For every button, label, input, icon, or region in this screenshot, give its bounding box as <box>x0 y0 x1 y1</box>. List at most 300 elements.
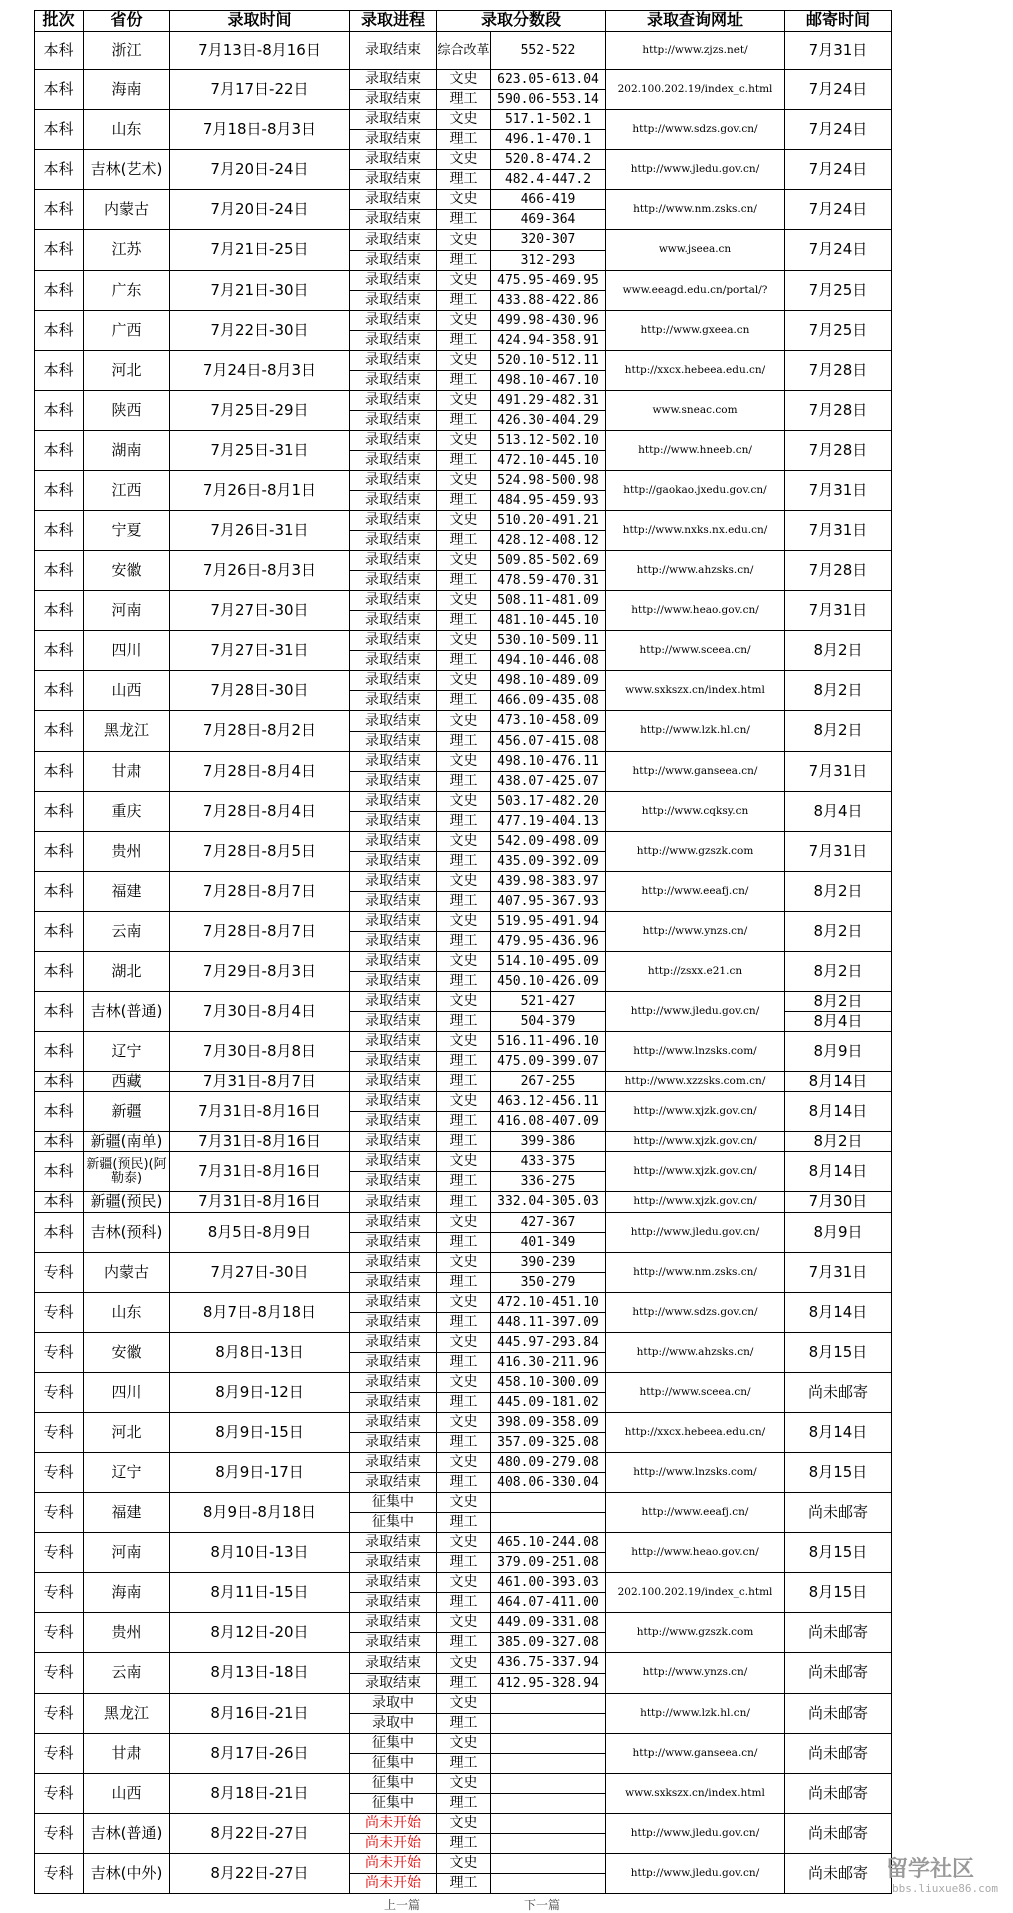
track-cell: 理工 <box>437 90 491 110</box>
status-cell: 录取结束 <box>350 1373 437 1393</box>
province-cell: 甘肃 <box>84 752 170 792</box>
mail-date-cell: 8月14日 <box>785 1413 892 1453</box>
status-cell: 征集中 <box>350 1734 437 1754</box>
mail-date-cell: 7月31日 <box>785 591 892 631</box>
status-cell: 录取结束 <box>350 1413 437 1433</box>
mail-date-cell: 7月24日 <box>785 190 892 230</box>
score-cell: 336-275 <box>491 1172 606 1192</box>
score-cell: 449.09-331.08 <box>491 1613 606 1633</box>
batch-cell: 本科 <box>34 271 84 311</box>
score-cell: 514.10-495.09 <box>491 952 606 972</box>
status-cell: 录取结束 <box>350 1353 437 1373</box>
track-cell: 文史 <box>437 752 491 772</box>
score-cell: 508.11-481.09 <box>491 591 606 611</box>
score-cell: 472.10-445.10 <box>491 451 606 471</box>
query-url-link[interactable]: http://xxcx.hebeea.edu.cn/ <box>606 351 785 391</box>
mail-date-cell: 尚未邮寄 <box>785 1854 892 1894</box>
track-cell: 文史 <box>437 1373 491 1393</box>
track-cell: 文史 <box>437 832 491 852</box>
province-cell: 河北 <box>84 351 170 391</box>
batch-cell: 本科 <box>34 150 84 190</box>
status-cell: 录取结束 <box>350 1132 437 1152</box>
time-cell: 7月30日-8月8日 <box>170 1032 350 1072</box>
status-cell: 录取结束 <box>350 271 437 291</box>
time-cell: 8月13日-18日 <box>170 1653 350 1694</box>
query-url-link[interactable]: http://zsxx.e21.cn <box>606 952 785 992</box>
time-cell: 7月26日-31日 <box>170 511 350 551</box>
track-cell: 文史 <box>437 271 491 291</box>
track-cell: 理工 <box>437 1674 491 1694</box>
track-cell: 文史 <box>437 1653 491 1674</box>
province-cell: 山西 <box>84 671 170 711</box>
track-cell: 理工 <box>437 411 491 431</box>
query-url-link[interactable]: http://www.heao.gov.cn/ <box>606 1533 785 1573</box>
status-cell: 录取结束 <box>350 170 437 190</box>
batch-cell: 本科 <box>34 1132 84 1152</box>
query-url-link[interactable]: http://gaokao.jxedu.gov.cn/ <box>606 471 785 511</box>
query-url-link[interactable]: http://www.ganseea.cn/ <box>606 752 785 792</box>
time-cell: 7月28日-8月4日 <box>170 792 350 832</box>
mail-date-cell: 尚未邮寄 <box>785 1694 892 1734</box>
score-cell: 390-239 <box>491 1253 606 1273</box>
track-cell: 文史 <box>437 70 491 90</box>
score-cell: 499.98-430.96 <box>491 311 606 331</box>
province-cell: 云南 <box>84 1653 170 1694</box>
query-url-link[interactable]: 202.100.202.19/index_c.html <box>606 70 785 110</box>
score-cell: 435.09-392.09 <box>491 852 606 872</box>
mail-date-cell: 7月31日 <box>785 752 892 792</box>
track-cell: 文史 <box>437 511 491 531</box>
mail-date-cell: 7月30日 <box>785 1192 892 1213</box>
query-url-link[interactable]: http://www.gzszk.com <box>606 1613 785 1653</box>
time-cell: 7月25日-31日 <box>170 431 350 471</box>
query-url-link[interactable]: www.sneac.com <box>606 391 785 431</box>
query-url-link[interactable]: http://www.xjzk.gov.cn/ <box>606 1092 785 1132</box>
score-cell: 472.10-451.10 <box>491 1293 606 1313</box>
query-url-link[interactable]: http://www.jledu.gov.cn/ <box>606 1213 785 1253</box>
province-cell: 吉林(艺术) <box>84 150 170 190</box>
mail-date-cell: 7月24日 <box>785 110 892 150</box>
mail-date-cell: 8月15日 <box>785 1453 892 1493</box>
track-cell: 文史 <box>437 1533 491 1553</box>
province-cell: 山西 <box>84 1774 170 1814</box>
time-cell: 7月28日-8月4日 <box>170 752 350 792</box>
status-cell: 录取结束 <box>350 1433 437 1453</box>
query-url-link[interactable]: http://www.nm.zsks.cn/ <box>606 190 785 230</box>
track-cell: 理工 <box>437 1132 491 1152</box>
header-time: 录取时间 <box>170 10 350 32</box>
score-cell: 433-375 <box>491 1152 606 1172</box>
batch-cell: 本科 <box>34 110 84 150</box>
province-cell: 黑龙江 <box>84 711 170 752</box>
query-url-link[interactable]: http://www.xzzsks.com.cn/ <box>606 1072 785 1092</box>
header-score: 录取分数段 <box>437 10 606 32</box>
status-cell: 征集中 <box>350 1493 437 1513</box>
province-cell: 贵州 <box>84 1613 170 1653</box>
track-cell: 文史 <box>437 1573 491 1593</box>
track-cell: 理工 <box>437 170 491 190</box>
mail-date-cell: 7月31日 <box>785 1253 892 1293</box>
header-url: 录取查询网址 <box>606 10 785 32</box>
time-cell: 8月22日-27日 <box>170 1814 350 1854</box>
province-cell: 江西 <box>84 471 170 511</box>
query-url-link[interactable]: http://www.jledu.gov.cn/ <box>606 992 785 1032</box>
status-cell: 录取结束 <box>350 852 437 872</box>
track-cell: 文史 <box>437 1253 491 1273</box>
status-cell: 录取结束 <box>350 1453 437 1473</box>
track-cell: 文史 <box>437 1774 491 1794</box>
query-url-link[interactable]: 202.100.202.19/index_c.html <box>606 1573 785 1613</box>
status-cell: 录取结束 <box>350 1593 437 1613</box>
mail-date-cell: 7月31日 <box>785 32 892 70</box>
track-cell: 理工 <box>437 210 491 230</box>
mail-date-cell: 8月2日 <box>785 711 892 752</box>
time-cell: 7月28日-8月7日 <box>170 872 350 912</box>
status-cell: 录取结束 <box>350 1172 437 1192</box>
score-cell <box>491 1834 606 1854</box>
score-cell: 494.10-446.08 <box>491 651 606 671</box>
query-url-link[interactable]: http://www.sceea.cn/ <box>606 631 785 671</box>
batch-cell: 本科 <box>34 431 84 471</box>
time-cell: 7月27日-30日 <box>170 1253 350 1293</box>
status-cell: 录取结束 <box>350 331 437 351</box>
mail-date-cell: 8月2日 <box>785 1132 892 1152</box>
query-url-link[interactable]: http://www.lnzsks.com/ <box>606 1453 785 1493</box>
pagination <box>34 1898 892 1912</box>
query-url-link[interactable]: http://www.nm.zsks.cn/ <box>606 1253 785 1293</box>
query-url-link[interactable]: http://www.heao.gov.cn/ <box>606 591 785 631</box>
score-cell: 320-307 <box>491 230 606 251</box>
status-cell: 录取结束 <box>350 210 437 230</box>
query-url-link[interactable]: http://www.ahzsks.cn/ <box>606 551 785 591</box>
query-url-link[interactable]: http://www.eeafj.cn/ <box>606 872 785 912</box>
score-cell: 458.10-300.09 <box>491 1373 606 1393</box>
query-url-link[interactable]: http://www.jledu.gov.cn/ <box>606 150 785 190</box>
track-cell: 理工 <box>437 1714 491 1734</box>
mail-date-cell: 8月4日 <box>785 792 892 832</box>
score-cell: 480.09-279.08 <box>491 1453 606 1473</box>
track-cell: 理工 <box>437 1192 491 1213</box>
track-cell: 理工 <box>437 772 491 792</box>
status-cell: 录取结束 <box>350 190 437 210</box>
time-cell: 7月24日-8月3日 <box>170 351 350 391</box>
query-url-link[interactable]: www.jseea.cn <box>606 230 785 271</box>
status-cell: 录取结束 <box>350 832 437 852</box>
track-cell: 理工 <box>437 1794 491 1814</box>
track-cell: 理工 <box>437 691 491 711</box>
status-cell: 征集中 <box>350 1754 437 1774</box>
track-cell: 文史 <box>437 1493 491 1513</box>
query-url-link[interactable]: http://www.hneeb.cn/ <box>606 431 785 471</box>
score-cell: 407.95-367.93 <box>491 892 606 912</box>
province-cell: 福建 <box>84 872 170 912</box>
province-cell: 重庆 <box>84 792 170 832</box>
status-cell: 录取结束 <box>350 230 437 251</box>
batch-cell: 本科 <box>34 952 84 992</box>
next-link[interactable]: 下一篇 <box>524 1898 561 1912</box>
batch-cell: 专科 <box>34 1253 84 1293</box>
batch-cell: 本科 <box>34 1032 84 1072</box>
query-url-link[interactable]: http://xxcx.hebeea.edu.cn/ <box>606 1413 785 1453</box>
track-cell: 文史 <box>437 1854 491 1874</box>
query-url-link[interactable]: http://www.lnzsks.com/ <box>606 1032 785 1072</box>
status-cell: 录取结束 <box>350 651 437 671</box>
province-cell: 吉林(预科) <box>84 1213 170 1253</box>
track-cell: 理工 <box>437 1553 491 1573</box>
score-cell: 450.10-426.09 <box>491 972 606 992</box>
status-cell: 录取结束 <box>350 772 437 792</box>
score-cell: 484.95-459.93 <box>491 491 606 511</box>
score-cell: 433.88-422.86 <box>491 291 606 311</box>
mail-date-cell: 8月9日 <box>785 1032 892 1072</box>
time-cell: 7月21日-30日 <box>170 271 350 311</box>
time-cell: 8月9日-12日 <box>170 1373 350 1413</box>
batch-cell: 本科 <box>34 752 84 792</box>
province-cell: 内蒙古 <box>84 1253 170 1293</box>
score-cell: 520.10-512.11 <box>491 351 606 371</box>
query-url-link[interactable]: http://www.sdzs.gov.cn/ <box>606 110 785 150</box>
score-cell: 524.98-500.98 <box>491 471 606 491</box>
query-url-link[interactable]: http://www.gxeea.cn <box>606 311 785 351</box>
query-url-link[interactable]: http://www.jledu.gov.cn/ <box>606 1814 785 1854</box>
query-url-link[interactable]: http://www.nxks.nx.edu.cn/ <box>606 511 785 551</box>
track-cell: 理工 <box>437 1593 491 1613</box>
score-cell: 479.95-436.96 <box>491 932 606 952</box>
status-cell: 录取结束 <box>350 611 437 631</box>
track-cell: 文史 <box>437 1213 491 1233</box>
status-cell: 录取结束 <box>350 1012 437 1032</box>
time-cell: 7月27日-30日 <box>170 591 350 631</box>
status-cell: 录取结束 <box>350 732 437 752</box>
score-cell: 464.07-411.00 <box>491 1593 606 1613</box>
score-cell: 513.12-502.10 <box>491 431 606 451</box>
track-cell: 理工 <box>437 371 491 391</box>
status-cell: 尚未开始 <box>350 1874 437 1894</box>
score-cell: 428.12-408.12 <box>491 531 606 551</box>
status-cell: 录取结束 <box>350 1032 437 1052</box>
status-cell: 尚未开始 <box>350 1834 437 1854</box>
score-cell <box>491 1493 606 1513</box>
mail-date-cell: 8月9日 <box>785 1213 892 1253</box>
query-url-link[interactable]: http://www.lzk.hl.cn/ <box>606 711 785 752</box>
track-cell: 理工 <box>437 1313 491 1333</box>
track-cell: 文史 <box>437 431 491 451</box>
province-cell: 浙江 <box>84 32 170 70</box>
time-cell: 7月20日-24日 <box>170 190 350 230</box>
score-cell <box>491 1714 606 1734</box>
mail-date-cell: 尚未邮寄 <box>785 1814 892 1854</box>
score-cell: 496.1-470.1 <box>491 130 606 150</box>
status-cell: 征集中 <box>350 1794 437 1814</box>
status-cell: 录取结束 <box>350 1313 437 1333</box>
status-cell: 录取结束 <box>350 1192 437 1213</box>
query-url-link[interactable]: http://www.ynzs.cn/ <box>606 1653 785 1694</box>
batch-cell: 专科 <box>34 1694 84 1734</box>
batch-cell: 本科 <box>34 591 84 631</box>
score-cell: 504-379 <box>491 1012 606 1032</box>
batch-cell: 本科 <box>34 551 84 591</box>
status-cell: 录取结束 <box>350 311 437 331</box>
score-cell: 448.11-397.09 <box>491 1313 606 1333</box>
status-cell: 录取结束 <box>350 110 437 130</box>
batch-cell: 专科 <box>34 1453 84 1493</box>
province-cell: 新疆(南单) <box>84 1132 170 1152</box>
batch-cell: 本科 <box>34 792 84 832</box>
score-cell: 416.08-407.09 <box>491 1112 606 1132</box>
mail-date-cell: 8月15日 <box>785 1533 892 1573</box>
batch-cell: 专科 <box>34 1653 84 1694</box>
batch-cell: 本科 <box>34 1092 84 1132</box>
track-cell: 文史 <box>437 1092 491 1112</box>
mail-date-cell: 7月25日 <box>785 311 892 351</box>
track-cell: 文史 <box>437 1152 491 1172</box>
status-cell: 录取结束 <box>350 892 437 912</box>
track-cell: 文史 <box>437 1453 491 1473</box>
track-cell: 理工 <box>437 812 491 832</box>
query-url-link[interactable]: http://www.ahzsks.cn/ <box>606 1333 785 1373</box>
status-cell: 录取结束 <box>350 1112 437 1132</box>
mail-date-cell: 8月2日 <box>785 631 892 671</box>
score-cell: 478.59-470.31 <box>491 571 606 591</box>
status-cell: 录取结束 <box>350 32 437 70</box>
score-cell: 267-255 <box>491 1072 606 1092</box>
query-url-link[interactable]: http://www.jledu.gov.cn/ <box>606 1854 785 1894</box>
track-cell: 文史 <box>437 1333 491 1353</box>
score-cell: 466-419 <box>491 190 606 210</box>
score-cell: 509.85-502.69 <box>491 551 606 571</box>
mail-date-cell: 7月24日 <box>785 150 892 190</box>
status-cell: 录取结束 <box>350 491 437 511</box>
status-cell: 征集中 <box>350 1774 437 1794</box>
score-cell: 445.97-293.84 <box>491 1333 606 1353</box>
mail-date-cell: 8月15日 <box>785 1333 892 1373</box>
score-cell <box>491 1513 606 1533</box>
header-status: 录取进程 <box>350 10 437 32</box>
time-cell: 7月29日-8月3日 <box>170 952 350 992</box>
status-cell: 录取结束 <box>350 1293 437 1313</box>
query-url-link[interactable]: http://www.eeafj.cn/ <box>606 1493 785 1533</box>
status-cell: 录取结束 <box>350 70 437 90</box>
status-cell: 录取结束 <box>350 691 437 711</box>
query-url-link[interactable]: www.sxkszx.cn/index.html <box>606 1774 785 1814</box>
score-cell: 445.09-181.02 <box>491 1393 606 1413</box>
query-url-link[interactable]: http://www.gzszk.com <box>606 832 785 872</box>
query-url-link[interactable]: http://www.zjzs.net/ <box>606 32 785 70</box>
status-cell: 录取结束 <box>350 1052 437 1072</box>
track-cell: 文史 <box>437 1814 491 1834</box>
mail-date-cell: 8月4日 <box>785 1012 892 1032</box>
score-cell: 438.07-425.07 <box>491 772 606 792</box>
batch-cell: 本科 <box>34 351 84 391</box>
time-cell: 8月17日-26日 <box>170 1734 350 1774</box>
query-url-link[interactable]: http://www.xjzk.gov.cn/ <box>606 1152 785 1192</box>
query-url-link[interactable]: www.eeagd.edu.cn/portal/? <box>606 271 785 311</box>
time-cell: 8月18日-21日 <box>170 1774 350 1814</box>
status-cell: 录取结束 <box>350 992 437 1012</box>
batch-cell: 本科 <box>34 471 84 511</box>
track-cell: 文史 <box>437 792 491 812</box>
query-url-link[interactable]: http://www.ganseea.cn/ <box>606 1734 785 1774</box>
time-cell: 7月31日-8月16日 <box>170 1152 350 1192</box>
mail-date-cell: 8月14日 <box>785 1293 892 1333</box>
track-cell: 理工 <box>437 1633 491 1653</box>
batch-cell: 本科 <box>34 511 84 551</box>
watermark-logo <box>878 1852 1006 1902</box>
status-cell: 录取结束 <box>350 471 437 491</box>
status-cell: 录取结束 <box>350 1333 437 1353</box>
track-cell: 理工 <box>437 611 491 631</box>
track-cell: 理工 <box>437 1112 491 1132</box>
status-cell: 录取结束 <box>350 1633 437 1653</box>
track-cell: 理工 <box>437 972 491 992</box>
query-url-link[interactable]: www.sxkszx.cn/index.html <box>606 671 785 711</box>
track-cell: 文史 <box>437 992 491 1012</box>
status-cell: 录取结束 <box>350 411 437 431</box>
time-cell: 8月10日-13日 <box>170 1533 350 1573</box>
header-batch: 批次 <box>34 10 84 32</box>
score-cell: 498.10-489.09 <box>491 671 606 691</box>
status-cell: 录取结束 <box>350 591 437 611</box>
province-cell: 山东 <box>84 110 170 150</box>
query-url-link[interactable]: http://www.sceea.cn/ <box>606 1373 785 1413</box>
mail-date-cell: 7月28日 <box>785 391 892 431</box>
track-cell: 理工 <box>437 852 491 872</box>
province-cell: 安徽 <box>84 551 170 591</box>
province-cell: 海南 <box>84 1573 170 1613</box>
time-cell: 7月31日-8月16日 <box>170 1092 350 1132</box>
status-cell: 录取结束 <box>350 1613 437 1633</box>
status-cell: 录取结束 <box>350 1152 437 1172</box>
track-cell: 理工 <box>437 1172 491 1192</box>
query-url-link[interactable]: http://www.xjzk.gov.cn/ <box>606 1132 785 1152</box>
batch-cell: 专科 <box>34 1774 84 1814</box>
score-cell: 385.09-327.08 <box>491 1633 606 1653</box>
prev-link[interactable]: 上一篇 <box>384 1898 421 1912</box>
province-cell: 湖北 <box>84 952 170 992</box>
track-cell: 文史 <box>437 110 491 130</box>
query-url-link[interactable]: http://www.xjzk.gov.cn/ <box>606 1192 785 1213</box>
status-cell: 录取结束 <box>350 1253 437 1273</box>
query-url-link[interactable]: http://www.sdzs.gov.cn/ <box>606 1293 785 1333</box>
track-cell: 文史 <box>437 912 491 932</box>
track-cell: 文史 <box>437 952 491 972</box>
batch-cell: 专科 <box>34 1613 84 1653</box>
score-cell: 312-293 <box>491 251 606 271</box>
score-cell: 426.30-404.29 <box>491 411 606 431</box>
batch-cell: 本科 <box>34 32 84 70</box>
status-cell: 录取结束 <box>350 150 437 170</box>
status-cell: 录取结束 <box>350 351 437 371</box>
time-cell: 7月31日-8月16日 <box>170 1132 350 1152</box>
province-cell: 新疆(预民)(阿勒泰) <box>84 1152 170 1192</box>
track-cell: 理工 <box>437 1393 491 1413</box>
time-cell: 8月12日-20日 <box>170 1613 350 1653</box>
score-cell: 477.19-404.13 <box>491 812 606 832</box>
time-cell: 8月9日-17日 <box>170 1453 350 1493</box>
batch-cell: 本科 <box>34 190 84 230</box>
score-cell: 516.11-496.10 <box>491 1032 606 1052</box>
query-url-link[interactable]: http://www.ynzs.cn/ <box>606 912 785 952</box>
status-cell: 录取结束 <box>350 251 437 271</box>
status-cell: 录取结束 <box>350 511 437 531</box>
batch-cell: 专科 <box>34 1333 84 1373</box>
province-cell: 河南 <box>84 591 170 631</box>
track-cell: 理工 <box>437 1072 491 1092</box>
province-cell: 河南 <box>84 1533 170 1573</box>
province-cell: 广东 <box>84 271 170 311</box>
query-url-link[interactable]: http://www.lzk.hl.cn/ <box>606 1694 785 1734</box>
query-url-link[interactable]: http://www.cqksy.cn <box>606 792 785 832</box>
